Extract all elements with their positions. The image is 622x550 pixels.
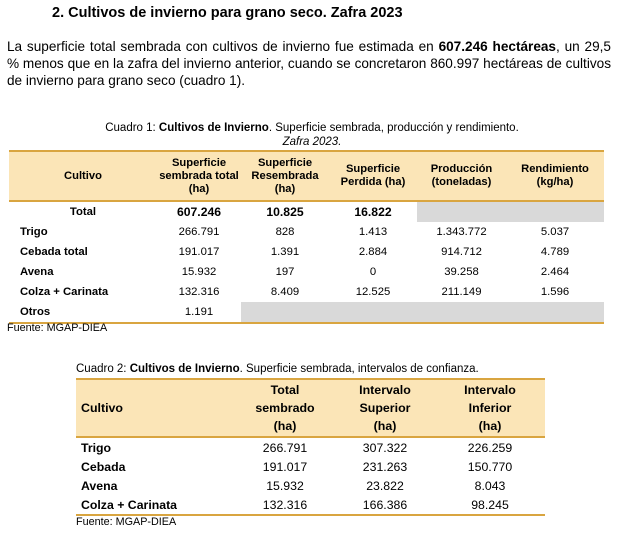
- table2-header-line: Intervalo: [359, 383, 411, 397]
- table2-caption-prefix: Cuadro 2:: [76, 363, 130, 375]
- table-row: [76, 495, 545, 515]
- table2-cell-cultivo: Avena: [81, 478, 118, 493]
- table1-empty-cell: [241, 302, 604, 323]
- table1-header-row: [9, 151, 604, 201]
- table2-caption: [76, 363, 479, 375]
- table2-cell-superior: 23.822: [366, 478, 404, 493]
- intro-total-area: 607.246 hectáreas: [438, 39, 556, 54]
- table2-cell-superior: 231.263: [362, 459, 408, 474]
- table2-cell-cultivo: Colza + Carinata: [76, 495, 235, 515]
- table1-header-rendimiento: Rendimiento (kg/ha): [506, 151, 604, 201]
- table2-cell-total: 15.932: [266, 478, 304, 493]
- table2-cell-superior: 307.322: [362, 440, 408, 455]
- table1-cell-resembrada: 197: [275, 266, 295, 278]
- table1-cell-resembrada: 8.409: [270, 286, 300, 298]
- table1-total-label: Total: [69, 206, 97, 218]
- table2-header-line: (ha): [273, 419, 297, 433]
- table1-cell-sembrada: 15.932: [181, 266, 217, 278]
- table1-otros-label: Otros: [9, 302, 157, 323]
- table1-cell-produccion: 211.149: [441, 286, 482, 298]
- table2-header-line: sembrado: [255, 401, 315, 415]
- table1-cell-rendimiento: 5.037: [540, 226, 570, 238]
- table2-header-inferior: [435, 379, 545, 437]
- table1-header-sembrada: Superficie sembrada total (ha): [157, 151, 241, 201]
- table-row: [9, 242, 604, 262]
- table2-caption-rest: . Superficie sembrada, intervalos de confianza.: [239, 363, 479, 375]
- table2-header-line: Intervalo: [464, 383, 516, 397]
- table1-cell-sembrada: 191.017: [178, 246, 220, 258]
- table-row: [76, 457, 545, 476]
- table1-cell-rendimiento: 2.464: [540, 266, 570, 278]
- table2-cell-inferior: 226.259: [467, 440, 513, 455]
- table-row: [9, 262, 604, 282]
- table1-otros-sembrada: 1.191: [157, 302, 241, 323]
- table2-header-line: (ha): [373, 419, 397, 433]
- table2: [76, 378, 545, 516]
- table-row: [76, 476, 545, 495]
- intro-text-start: La superficie total sembrada con cultivos de invierno fue estimada en: [7, 39, 439, 54]
- table2-header-cultivo: Cultivo: [76, 379, 235, 437]
- table1-empty-cell: [417, 201, 506, 222]
- table1-total-sembrada: 607.246: [176, 205, 222, 219]
- table2-header-line: Superior: [359, 401, 411, 415]
- table2-cell-cultivo: Cebada: [81, 459, 126, 474]
- table1-cell-cultivo: Trigo: [20, 226, 48, 238]
- table2-cell-inferior: 8.043: [474, 478, 506, 493]
- table2-header-superior: [335, 379, 435, 437]
- table2-header-row: [76, 379, 545, 437]
- table-row: [9, 222, 604, 242]
- table1-caption-line2: Zafra 2023.: [282, 136, 342, 148]
- table2-cell-superior: 166.386: [335, 495, 435, 515]
- table2-header-total: [235, 379, 335, 437]
- table2-cell-total: 266.791: [262, 440, 308, 455]
- table1-cell-produccion: 1.343.772: [436, 226, 487, 238]
- section-title: 2. Cultivos de invierno para grano seco. Zafra 2023: [52, 5, 403, 21]
- table1-empty-cell: [506, 201, 604, 222]
- table1-cell-perdida: 12.525: [355, 286, 391, 298]
- table2-cell-cultivo: Trigo: [81, 440, 112, 455]
- table1-cell-perdida: 2.884: [358, 246, 388, 258]
- table1-cell-cultivo: Avena: [20, 266, 54, 278]
- table1-total-row: [9, 201, 604, 222]
- table2-cell-inferior: 150.770: [467, 459, 513, 474]
- table1-cell-cultivo: Colza + Carinata: [20, 286, 109, 298]
- table1-header-produccion: Producción (toneladas): [417, 151, 506, 201]
- table1-source: Fuente: MGAP-DIEA: [7, 322, 108, 334]
- table1-cell-cultivo: Cebada total: [20, 246, 88, 258]
- table1-header-perdida: Superficie Perdida (ha): [329, 151, 417, 201]
- table1-cell-perdida: 1.413: [358, 226, 388, 238]
- table1-cell-resembrada: 1.391: [270, 246, 300, 258]
- table1-caption-prefix: Cuadro 1:: [105, 122, 159, 134]
- table2-source: Fuente: MGAP-DIEA: [76, 516, 177, 528]
- table1-total-perdida: 16.822: [354, 205, 392, 219]
- table1-header-cultivo: Cultivo: [9, 151, 157, 201]
- table1-cell-perdida: 0: [369, 266, 377, 278]
- intro-text-end: , un 29,5 % menos que en la zafra del invierno anterior, cuando se concretaron 860.997 hectáreas de cultivos de invierno para grano seco (cuadro 1).: [7, 39, 611, 88]
- table1-cell-produccion: 914.712: [441, 246, 482, 258]
- table1-header-resembrada: Superficie Resembrada (ha): [241, 151, 329, 201]
- table1-caption-rest: . Superficie sembrada, producción y rendimiento.: [268, 122, 519, 134]
- table1-cell-resembrada: 828: [275, 226, 295, 238]
- table1-cell-produccion: 39.258: [444, 266, 479, 278]
- table1-caption: [62, 122, 562, 134]
- table2-cell-total: 132.316: [235, 495, 335, 515]
- table2-cell-inferior: 98.245: [435, 495, 545, 515]
- table1: [9, 150, 604, 324]
- table-row: [9, 282, 604, 302]
- table1-caption-bold: Cultivos de Invierno: [158, 122, 269, 134]
- table-row: [76, 437, 545, 457]
- intro-paragraph: [7, 38, 611, 89]
- table1-cell-rendimiento: 1.596: [540, 286, 570, 298]
- table2-caption-bold: Cultivos de Invierno: [129, 363, 240, 375]
- table1-cell-sembrada: 266.791: [178, 226, 220, 238]
- table2-cell-total: 191.017: [262, 459, 308, 474]
- table2-header-line: Total: [270, 383, 300, 397]
- table1-cell-sembrada: 132.316: [178, 286, 220, 298]
- table1-total-resembrada: 10.825: [266, 205, 304, 219]
- table1-otros-row: [9, 302, 604, 323]
- table2-header-line: Inferior: [468, 401, 512, 415]
- table2-header-line: (ha): [478, 419, 502, 433]
- table1-cell-rendimiento: 4.789: [540, 246, 570, 258]
